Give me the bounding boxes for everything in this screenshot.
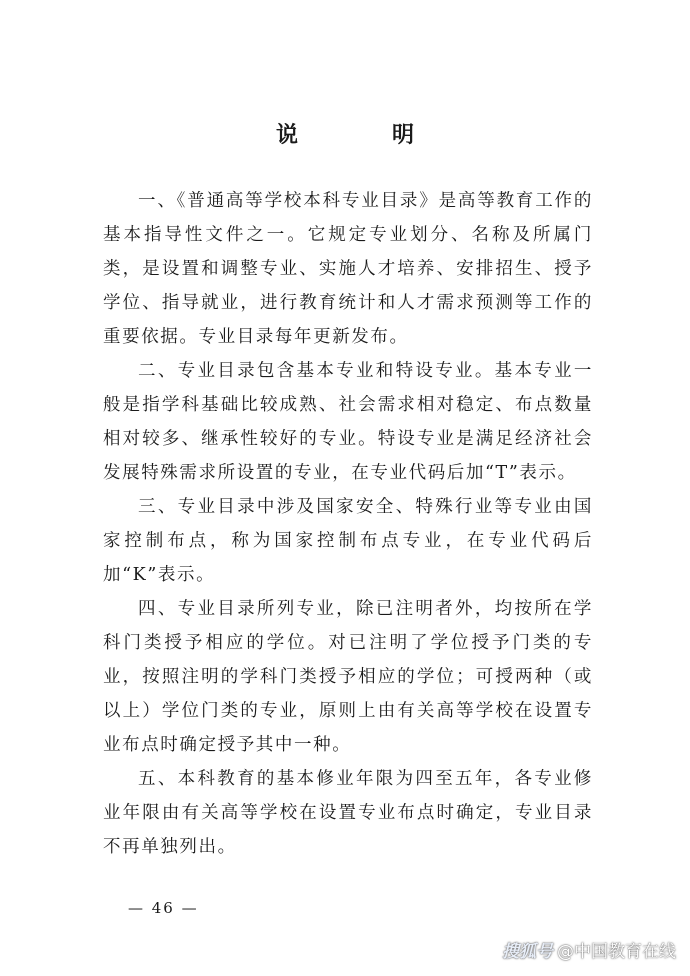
watermark-brand: 搜狐号 (502, 942, 553, 962)
paragraph-2: 二、专业目录包含基本专业和特设专业。基本专业一般是指学科基础比较成熟、社会需求相对稳定、布点数量相对较多、继承性较好的专业。特设专业是满足经济社会发展特殊需求所设置的专业，在专业代码后加“T”表示。 (103, 361, 593, 483)
watermark-account: @中国教育在线 (557, 942, 676, 962)
paragraph-1: 一、《普通高等学校本科专业目录》是高等教育工作的基本指导性文件之一。它规定专业划分、名称及所属门类，是设置和调整专业、实施人才培养、安排招生、授予学位、指导就业，进行教育统计和人才需求预测等工作的重要依据。专业目录每年更新发布。 (103, 191, 593, 347)
page-title: 说 明 (275, 123, 450, 148)
document-body (103, 184, 593, 864)
paragraph-5: 五、本科教育的基本修业年限为四至五年，各专业修业年限由有关高等学校在设置专业布点时确定，专业目录不再单独列出。 (103, 769, 593, 857)
page-number: — 46 — (128, 899, 199, 917)
watermark (502, 937, 676, 962)
paragraph-4: 四、专业目录所列专业，除已注明者外，均按所在学科门类授予相应的学位。对已注明了学位授予门类的专业，按照注明的学科门类授予相应的学位；可授两种（或以上）学位门类的专业，原则上由有关高等学校在设置专业布点时确定授予其中一种。 (103, 599, 593, 755)
paragraph-3: 三、专业目录中涉及国家安全、特殊行业等专业由国家控制布点，称为国家控制布点专业，在专业代码后加“K”表示。 (103, 497, 593, 585)
